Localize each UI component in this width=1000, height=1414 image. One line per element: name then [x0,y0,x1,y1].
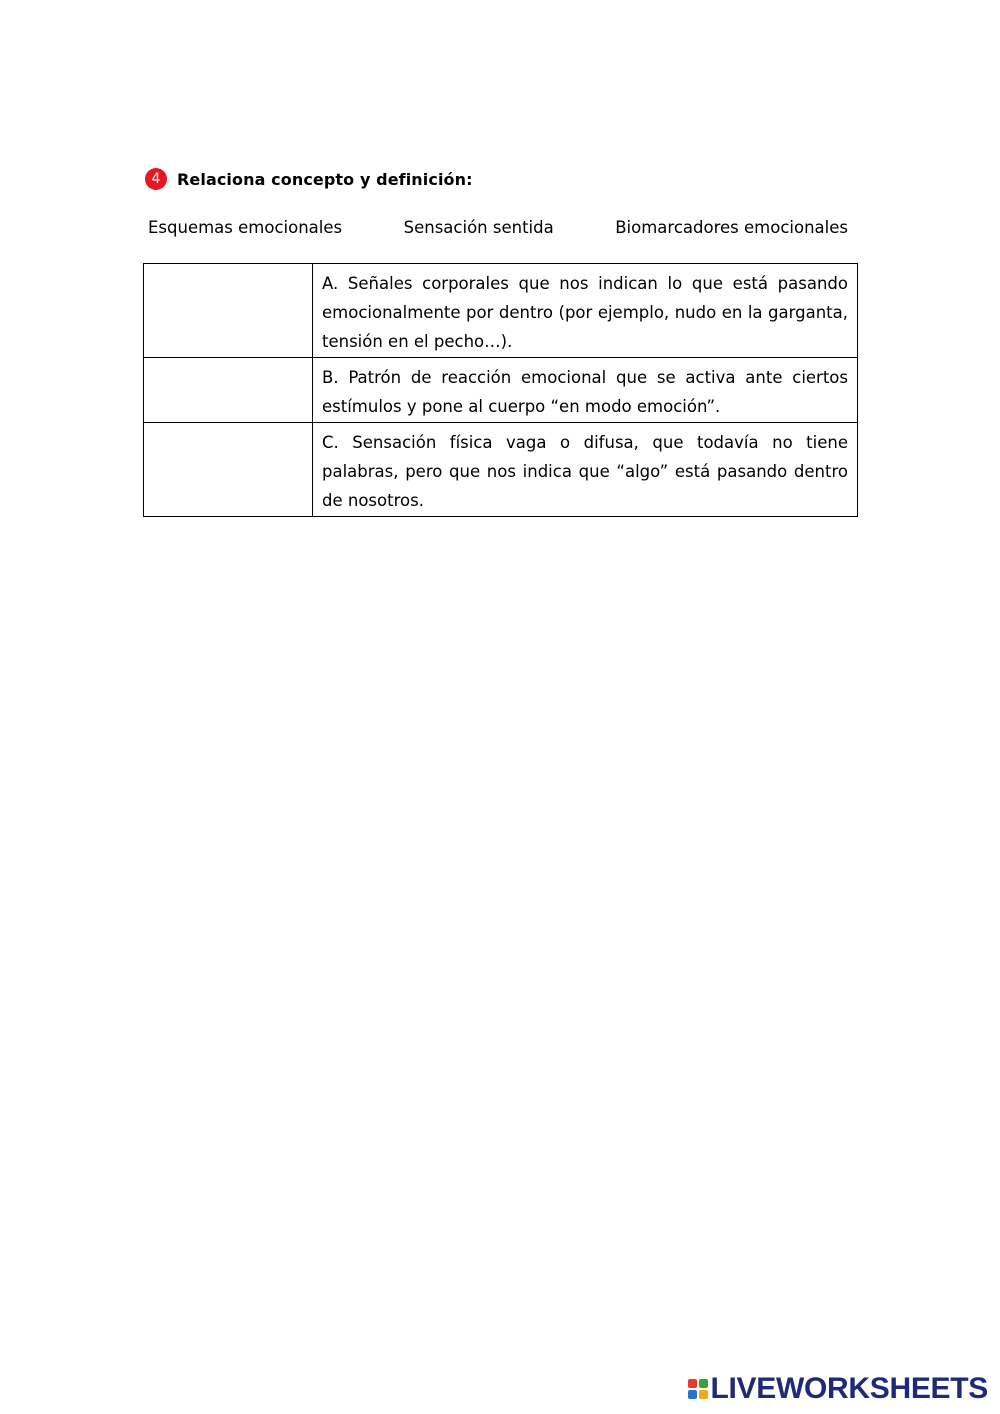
concept-esquemas-emocionales[interactable]: Esquemas emocionales [148,218,343,237]
concept-biomarcadores-emocionales[interactable]: Biomarcadores emocionales [615,218,848,237]
concept-word-bank [143,218,858,237]
table-row [144,423,858,517]
liveworksheets-logo[interactable] [688,1372,989,1406]
exercise-number-badge: 4 [145,168,167,190]
exercise-title: Relaciona concepto y definición: [177,169,473,189]
logo-wordmark: LIVEWORKSHEETS [710,1372,988,1405]
answer-drop-zone-a[interactable] [144,264,313,358]
exercise-header [143,165,858,193]
definition-c: C. Sensación física vaga o difusa, que todavía no tiene palabras, pero que nos indica que “algo” está pasando dentro de nosotros. [313,423,858,517]
logo-square-red [688,1379,697,1388]
table-row [144,358,858,423]
definition-a: A. Señales corporales que nos indican lo que está pasando emocionalmente por dentro (por ejemplo, nudo en la garganta, tensión en el pecho…). [313,264,858,358]
table-row [144,264,858,358]
liveworksheets-logo-icon [688,1379,708,1399]
logo-square-green [699,1379,708,1388]
logo-square-blue [688,1390,697,1399]
answer-drop-zone-c[interactable] [144,423,313,517]
worksheet [143,165,858,517]
matching-table [143,263,858,517]
answer-drop-zone-b[interactable] [144,358,313,423]
definition-b: B. Patrón de reacción emocional que se activa ante ciertos estímulos y pone al cuerpo “en modo emoción”. [313,358,858,423]
logo-square-orange [699,1390,708,1399]
concept-sensacion-sentida[interactable]: Sensación sentida [403,218,554,237]
